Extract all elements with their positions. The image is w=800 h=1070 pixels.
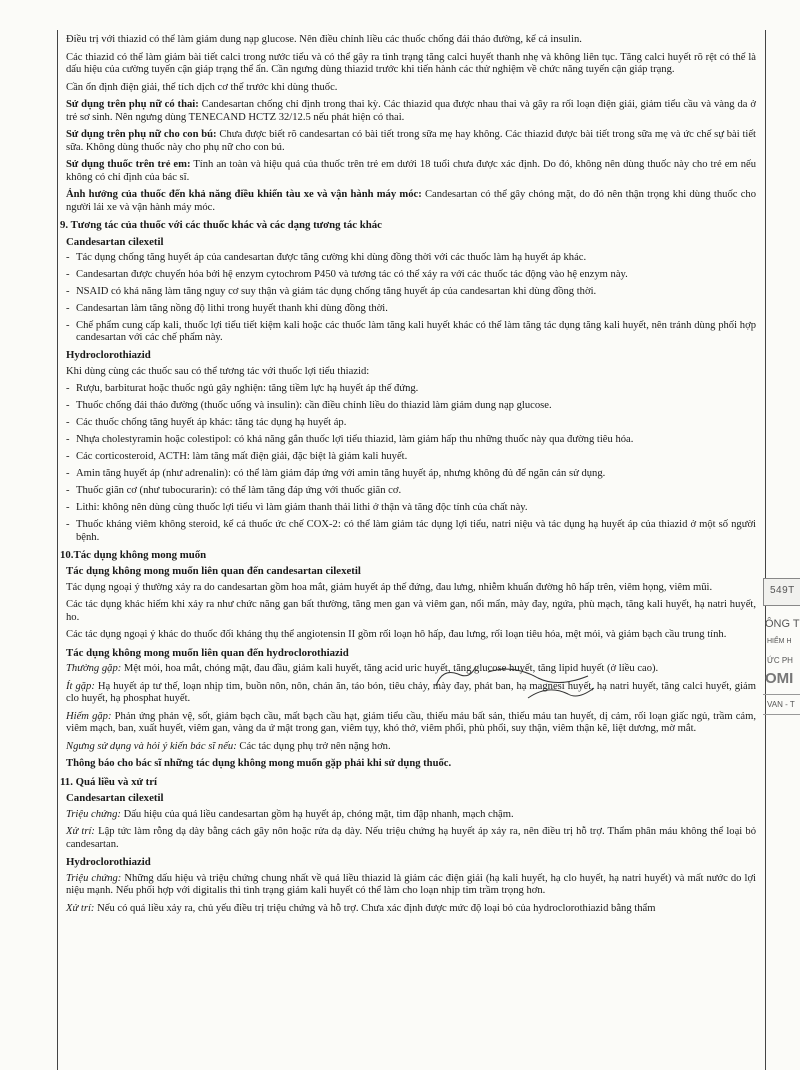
list-item: - NSAID có khả năng làm tăng nguy cơ suy thận và giảm tác dụng chống tăng huyết áp của candesartan khi dùng đồng thời. bbox=[66, 286, 597, 297]
section-11-heading: 11. Quá liều và xử trí bbox=[60, 775, 158, 788]
list-item: - Candesartan được chuyển hóa bởi hệ enzym cytochrom P450 và tương tác có thể xảy ra với các thuốc tác động vào hệ enzym này. bbox=[66, 269, 628, 280]
section-9-hctz-list bbox=[66, 383, 756, 544]
common-effects-para: Thường gặp: Mệt mỏi, hoa mắt, chóng mặt, đau đầu, giảm kali huyết, tăng acid uric huyết, tăng glucose huyết, tăng lipid huyết (ở liều cao). bbox=[66, 663, 659, 675]
section-9-heading: 9. Tương tác của thuốc với các thuốc khác và các dạng tương tác khác bbox=[60, 219, 382, 232]
hctz-overdose-symptoms: Triệu chứng: Những dấu hiệu và triệu chứng chung nhất về quá liều thiazid là giảm các điện giải (hạ kali huyết, hạ clo huyết, hạ natri huyết) và mất nước do lợi niệu mạnh. Nếu phối hợp với digitalis thì tình trạng giảm kali huyết có thể làm cho loạn nhịp tim trầm trọng hơn. bbox=[66, 872, 757, 897]
uncommon-effects-para: Ít gặp: Hạ huyết áp tư thế, loạn nhịp tim, buồn nôn, nôn, chán ăn, táo bón, tiêu chảy, mày đay, phát ban, hạ magnesi huyết, hạ natri huyết, tăng calci huyết, giảm clo huyết, hạ phosphat huyết. bbox=[66, 680, 756, 705]
rare-effects-para: Hiếm gặp: Phản ứng phản vệ, sốt, giảm bạch cầu, mất bạch cầu hạt, giảm tiểu cầu, thiếu máu bất sản, thiếu máu tan huyết, dị cảm, rối loạn giấc ngủ, trầm cảm, viêm mạch, ban, xuất huyết, viêm gan, vàng da ứ mật trong gan, viêm tụy, khó thở, viêm phổi, phù phổi, suy thận, viêm thận kẽ, liệt dương, mờ mắt. bbox=[66, 710, 757, 735]
stamp-number: 549T bbox=[770, 585, 795, 596]
intro-para-2: Các thiazid có thể làm giảm bài tiết calci trong nước tiểu và có thể gây ra tình trạng tăng calci huyết thanh nhẹ và không liên tục. Tăng calci huyết rõ rệt có thể là dấu hiệu của cường tuyến cận giáp trạng thể ẩn. Cần ngưng dùng thiazid trước khi tiến hành các thử nghiệm về chức năng tuyến cận giáp trạng. bbox=[66, 51, 756, 75]
pen-stroke-1 bbox=[436, 666, 476, 686]
section-9-candesartan-list bbox=[66, 252, 756, 345]
stamp-line-3: ỨC PH bbox=[767, 656, 793, 665]
stamp-number-box bbox=[763, 578, 800, 606]
children-text: Tính an toàn và hiệu quả của thuốc trên trẻ em dưới 18 tuổi chưa được xác định. Do đó, không nên dùng thuốc này cho trẻ em nếu không có chỉ định của bác sĩ. bbox=[66, 159, 756, 183]
list-item: - Lithi: không nên dùng cùng thuốc lợi tiểu vì làm giảm thanh thải lithi ở thận và tăng độc tính của chất này. bbox=[66, 502, 528, 514]
section-9-hctz-intro: Khi dùng cùng các thuốc sau có thể tương tác với thuốc lợi tiểu thiazid: bbox=[66, 365, 370, 377]
notify-doctor-line: Thông báo cho bác sĩ những tác dụng không mong muốn gặp phải khi sử dụng thuốc. bbox=[66, 758, 452, 770]
pen-stroke-2 bbox=[488, 669, 588, 682]
stamp-rule bbox=[763, 714, 800, 715]
stop-use-para: Ngưng sử dụng và hỏi ý kiến bác sĩ nếu: Các tác dụng phụ trở nên nặng hơn. bbox=[66, 740, 391, 752]
pen-stroke-3 bbox=[528, 688, 594, 698]
section-11-candesartan-title: Candesartan cilexetil bbox=[66, 792, 164, 805]
list-item: - Thuốc kháng viêm không steroid, kể cả thuốc ức chế COX-2: có thể làm giảm tác dụng lợi tiểu, natri niệu và tác dụng hạ huyết áp của thiazid ở một số người bệnh. bbox=[66, 519, 756, 543]
section-9-candesartan-title: Candesartan cilexetil bbox=[66, 235, 164, 248]
section-11-hctz-title: Hydroclorothiazid bbox=[66, 856, 151, 869]
children-para bbox=[66, 159, 756, 184]
pregnancy-para bbox=[66, 99, 756, 124]
section-9-hctz-title: Hydroclorothiazid bbox=[66, 349, 151, 362]
margin-stamp bbox=[763, 578, 800, 738]
pregnancy-lead: Sử dụng trên phụ nữ có thai: bbox=[66, 99, 199, 111]
stamp-line-1: ÔNG T bbox=[765, 618, 800, 630]
document-body bbox=[60, 34, 757, 920]
cand-overdose-symptoms: Triệu chứng: Dấu hiệu của quá liều candesartan gồm hạ huyết áp, chóng mặt, tim đập nhanh, mạch chậm. bbox=[66, 808, 514, 820]
stamp-line-2: HIỂM H bbox=[767, 638, 792, 645]
stamp-line-5: VAN - T bbox=[767, 700, 795, 709]
handwritten-marks bbox=[418, 658, 608, 702]
stamp-line-4: OMI bbox=[765, 670, 794, 687]
cand-overdose-treatment: Xử trí: Lập tức làm rỗng dạ dày bằng cách gây nôn hoặc rửa dạ dày. Nếu triệu chứng hạ huyết áp xảy ra, nên điều trị hỗ trợ. Thẩm phân máu không thể loại bỏ candesartan. bbox=[66, 826, 756, 850]
list-item: - Chế phẩm cung cấp kali, thuốc lợi tiểu tiết kiệm kali hoặc các thuốc làm tăng kali huyết khác có thể làm tăng tác dụng tăng kali huyết, nên tránh dùng phối hợp candesartan với các chế phẩm này. bbox=[66, 320, 756, 344]
list-item: - Nhựa cholestyramin hoặc colestipol: có khả năng gắn thuốc lợi tiểu thiazid, làm giảm hấp thu những thuốc này qua đường tiêu hóa. bbox=[66, 434, 634, 446]
section-10-heading: 10.Tác dụng không mong muốn bbox=[60, 548, 207, 561]
hctz-overdose-treatment: Xử trí: Nếu có quá liều xảy ra, chủ yếu điều trị triệu chứng và hỗ trợ. Chưa xác định được mức độ loại bỏ của hydroclorothiazid bằng thẩm bbox=[66, 902, 656, 914]
lactation-text: Chưa được biết rõ candesartan có bài tiết trong sữa mẹ hay không. Các thiazid được bài tiết trong sữa mẹ và ức chế sự bài tiết sữa. Không dùng thuốc này cho phụ nữ cho con bú. bbox=[66, 129, 756, 153]
intro-para-3: Cần ổn định điện giải, thể tích dịch cơ thể trước khi dùng thuốc. bbox=[66, 81, 338, 93]
list-item: - Amin tăng huyết áp (như adrenalin): có thể làm giảm đáp ứng với amin tăng huyết áp, nhưng không đủ để ngăn cản sử dụng. bbox=[66, 468, 606, 480]
list-item: - Tác dụng chống tăng huyết áp của candesartan được tăng cường khi dùng đồng thời với các thuốc làm hạ huyết áp khác. bbox=[66, 252, 587, 263]
section-10-hctz-title: Tác dụng không mong muốn liên quan đến hydroclorothiazid bbox=[66, 646, 349, 659]
lactation-para bbox=[66, 129, 756, 154]
list-item: - Thuốc chống đái tháo đường (thuốc uống và insulin): cần điều chỉnh liều do thiazid làm giảm dung nạp glucose. bbox=[66, 400, 552, 412]
list-item: - Thuốc giãn cơ (như tubocurarin): có thể làm tăng đáp ứng với thuốc giãn cơ. bbox=[66, 485, 402, 497]
section-10-cand-para-1: Tác dụng ngoại ý thường xảy ra do candesartan gồm hoa mắt, giảm huyết áp thế đứng, đau lưng, nhiễm khuẩn đường hô hấp trên, viêm họng, viêm mũi. bbox=[66, 581, 713, 593]
section-10-cand-para-2: Các tác dụng khác hiếm khi xảy ra như chức năng gan bất thường, tăng men gan và viêm gan, nổi mẩn, mày đay, ngứa, phù mạch, tăng kali huyết, hạ natri huyết, ho. bbox=[66, 599, 756, 623]
list-item: - Candesartan làm tăng nồng độ lithi trong huyết thanh khi dùng đồng thời. bbox=[66, 303, 388, 314]
section-10-cand-para-3: Các tác dụng ngoại ý khác do thuốc đối kháng thụ thể angiotensin II gồm rối loạn hô hấp, đau lưng, rối loạn tiêu hóa, mệt mỏi, và giảm bạch cầu trung tính. bbox=[66, 629, 727, 641]
children-lead: Sử dụng thuốc trên trẻ em: bbox=[66, 159, 191, 171]
driving-lead: Ảnh hưởng của thuốc đến khả năng điều khiển tàu xe và vận hành máy móc: bbox=[66, 189, 422, 201]
list-item: - Các thuốc chống tăng huyết áp khác: tăng tác dụng hạ huyết áp. bbox=[66, 417, 347, 429]
list-item: - Rượu, barbiturat hoặc thuốc ngủ gây nghiện: tăng tiềm lực hạ huyết áp thế đứng. bbox=[66, 383, 419, 395]
lactation-lead: Sử dụng trên phụ nữ cho con bú: bbox=[66, 129, 217, 141]
section-10-candesartan-title: Tác dụng không mong muốn liên quan đến candesartan cilexetil bbox=[66, 565, 361, 578]
pregnancy-text: Candesartan chống chỉ định trong thai kỳ. Các thiazid qua được nhau thai và gây ra rối loạn điện giải, giảm tiểu cầu và vàng da ở trẻ sơ sinh. Nên ngưng dùng TENECAND HCTZ 32/12.5 nếu phát hiện có thai. bbox=[66, 99, 757, 123]
stamp-rule bbox=[763, 694, 800, 695]
list-item: - Các corticosteroid, ACTH: làm tăng mất điện giải, đặc biệt là giảm kali huyết. bbox=[66, 451, 408, 463]
intro-para-1: Điều trị với thiazid có thể làm giảm dung nạp glucose. Nên điều chỉnh liều các thuốc chống đái tháo đường, kể cả insulin. bbox=[66, 34, 582, 45]
driving-para bbox=[66, 189, 756, 214]
driving-text: Candesartan có thể gây chóng mặt, do đó nên thận trọng khi dùng thuốc cho người lái xe và vận hành máy móc. bbox=[66, 189, 756, 213]
